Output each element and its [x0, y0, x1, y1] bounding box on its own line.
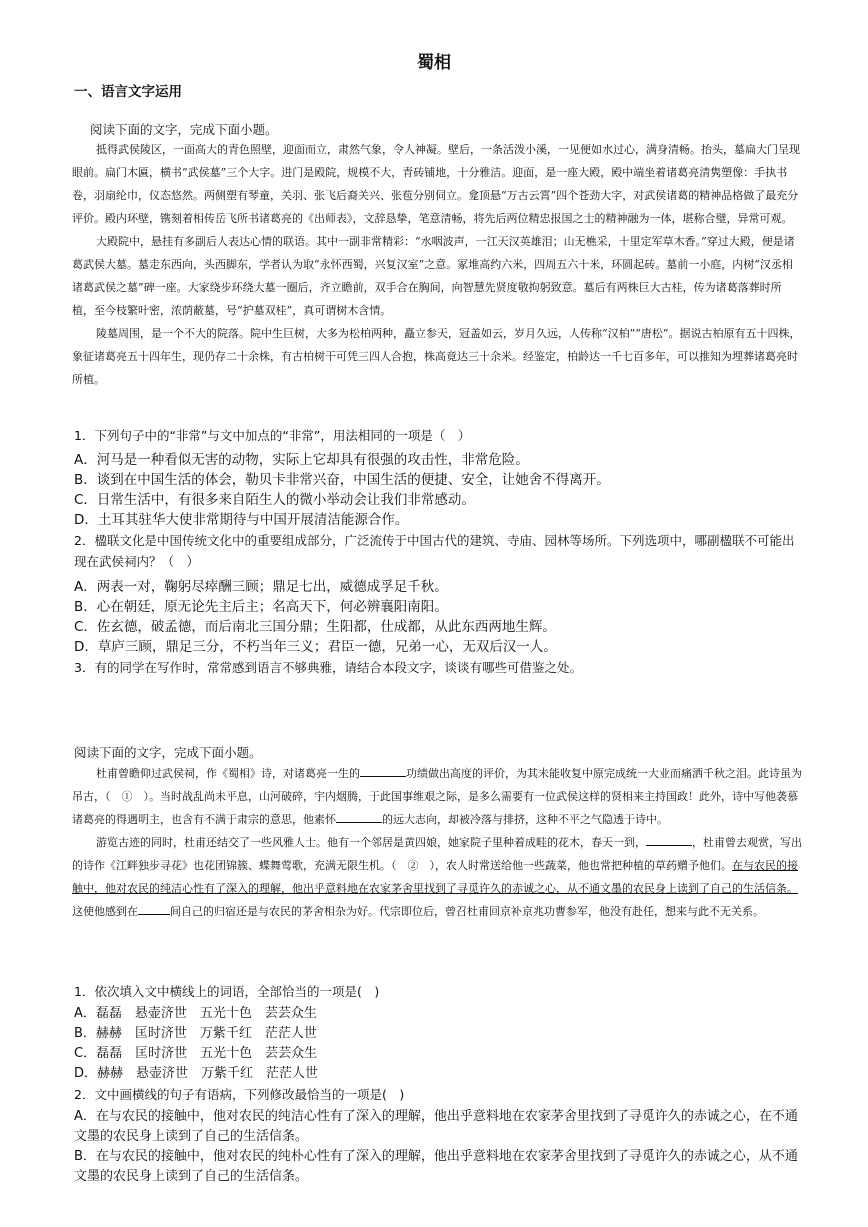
page-title: 蜀相	[417, 53, 451, 73]
passage2-text: 游览古迹的同时，杜甫还结交了一些风雅人士。他有一个邻居是黄四娘，她家院子里种着成畦的花木，春天一到，	[96, 836, 646, 849]
option-b[interactable]: B．在与农民的接触中，他对农民的纯朴心性有了深入的理解，他出乎意料地在农家茅舍里找到了寻觅许久的赤诚之心，从不通文墨的农民身上读到了自己的生活信条。	[74, 1149, 798, 1184]
option-a[interactable]: A．两表一对，鞠躬尽瘁酬三顾；鼎足七出，威德成孚足千秋。	[74, 579, 448, 595]
passage1-intro: 阅读下面的文字，完成下面小题。	[90, 122, 278, 137]
answer-blank[interactable]	[138, 902, 170, 915]
option-c[interactable]: C．佐玄德，破孟德，而后南北三国分鼎；生阳都，仕成都，从此东西两地生辉。	[74, 619, 556, 635]
option-a[interactable]: A．河马是一种看似无害的动物，实际上它却具有很强的攻击性，非常危险。	[74, 452, 529, 468]
question-2-stem: 2．楹联文化是中国传统文化中的重要组成部分，广泛流传于中国古代的建筑、寺庙、园林等场所。下列选项中，哪副楹联不可能出现在武侯祠内？（ ）	[74, 533, 795, 569]
option-b[interactable]: B．赫赫 匡时济世 万紫千红 茫茫人世	[74, 1026, 317, 1041]
underlined-sentence: 在与农民的接触中，他对农民的纯洁心性有了深入的理解，他出乎意料地在农家茅舍里找到了寻觅许久的赤诚之心，从不通文墨的农民身上读到了自己的生活信条。	[72, 859, 798, 895]
option-d[interactable]: D．赫赫 悬壶济世 万紫千红 茫茫人世	[74, 1066, 319, 1081]
option-d[interactable]: D．草庐三顾，鼎足三分，不朽当年三义；君臣一德，兄弟一心，无双后汉一人。	[74, 639, 557, 655]
question-3-stem: 3．有的同学在写作时，常常感到语言不够典雅，请结合本段文字，谈谈有哪些可借鉴之处。	[74, 660, 582, 675]
option-b[interactable]: B．谈到在中国生活的体会，勒贝卡非常兴奋，中国生活的便捷、安全，让她舍不得离开。	[74, 472, 610, 488]
passage2-text: 杜甫曾瞻仰过武侯祠，作《蜀相》诗，对诸葛亮一生的	[96, 767, 360, 780]
passage1-body	[72, 138, 802, 391]
answer-blank[interactable]	[336, 810, 382, 823]
question-5-stem: 2．文中画横线的句子有语病，下列修改最恰当的一项是( )	[74, 1087, 405, 1102]
passage2-text: 功绩做出高度的评价，为其未能收复中原完成统一大业而痛洒千秋之泪。此诗虽为吊古，（ ① ）。当时战乱尚未平息，山河破碎，宇内烟腾，于此国事维艰之际，是多么需要有一位武侯这样的贤相来主持国政！此外，诗中写他袭慕诸葛亮的得遇明主，也含有不满于肃宗的意思，他素怀	[72, 767, 802, 826]
question-5-options	[74, 1107, 804, 1187]
passage2-body	[72, 762, 802, 923]
passage2-text: 这使他感到在	[72, 905, 138, 918]
question-4-options	[74, 1004, 804, 1084]
passage1-paragraph-1: 抵得武侯陵区，一面高大的青色照壁，迎面而立，肃然气象，令人神凝。壁后，一条活泼小溪，一见便如水过心，满身清畅。抬头，墓扁大门呈现眼前。扁门木匾，横书“武侯墓”三个大字。进门是殿院，规模不大，青砖铺地，十分雅洁。迎面，是一座大殿，殿中端坐着诸葛亮清隽塑像：手执书卷，羽扇纶巾，仪态悠然。两侧塑有琴童，关羽、张飞后裔关兴、张苞分别伺立。龛顶悬“万古云霄”四个苍劲大字，对武侯诸葛的精神品格做了最充分评价。殿内环壁，镌刻着相传岳飞所书诸葛亮的《出师表》，文辞恳挚，笔意清畅，将先后两位精忠报国之士的精神融为一体，堪称合璧，异常可观。	[72, 143, 800, 225]
passage2-paragraph-2	[72, 831, 802, 923]
answer-blank[interactable]	[360, 764, 406, 777]
answer-blank[interactable]	[646, 833, 692, 846]
passage2-intro: 阅读下面的文字，完成下面小题。	[74, 745, 262, 760]
question-2-options	[74, 577, 804, 657]
passage2-text: ，杜甫曾去观赏，写出的诗作《江畔独步寻花》也花团锦簇、蝶舞莺歌，充满无限生机。（ ② ），农人时常送给他一些蔬菜，他也常把种植的草药赠予他们。	[72, 836, 802, 872]
option-d[interactable]: D．土耳其驻华大使非常期待与中国开展清洁能源合作。	[74, 512, 409, 528]
passage2-text: 的远大志向，却被冷落与排挤，这种不平之气隐透于诗中。	[382, 813, 668, 826]
question-4-stem: 1．依次填入文中横线上的词语，全部恰当的一项是( )	[74, 984, 380, 999]
option-a[interactable]: A．磊磊 悬壶济世 五光十色 芸芸众生	[74, 1006, 317, 1021]
passage2-paragraph-1	[72, 762, 802, 831]
option-a[interactable]: A．在与农民的接触中，他对农民的纯洁心性有了深入的理解，他出乎意料地在农家茅舍里找到了寻觅许久的赤诚之心，在不通文墨的农民身上读到了自己的生活信条。	[74, 1109, 798, 1144]
question-1-stem: 1．下列句子中的“非常”与文中加点的“非常”，用法相同的一项是（ ）	[74, 428, 471, 443]
passage2-text: 间自己的归宿还是与农民的茅舍相杂为好。代宗即位后，曾召杜甫回京补京兆功曹参军，他没有赴任，想来与此不无关系。	[170, 905, 764, 918]
passage1-paragraph-2: 大殿院中，悬挂有多副后人表达心情的联语。其中一副非常精彩：“水咽波声，一江天汉英雄泪；山无樵采，十里定军草木香。”穿过大殿，便是诸葛武侯大墓。墓走东西向，头西脚东，学者认为取“永怀西蜀，兴复汉室”之意。冢堆高约六米，四周五六十米，环圆起砖。墓前一小庭，内树“汉丞相诸葛武侯之墓”碑一座。大家绕步环绕大墓一圈后，齐立瞻前，双手合在胸间，向智慧先贤度敬拘躬致意。墓后有两株巨大古桂，传为诸葛落葬时所植，至今枝繁叶密，浓荫蔽墓，号“护墓双桂”，真可谓树木含情。	[72, 235, 795, 317]
section-heading: 一、语言文字运用	[74, 84, 182, 100]
passage1-paragraph-3: 陵墓周围，是一个不大的院落。院中生巨树，大多为松柏两种，矗立参天，冠盖如云，岁月久远，人传称“汉柏”“唐松”。据说古柏原有五十四株，象征诸葛亮五十四年生，现仍存二十余株，有古柏树干可凭三四人合抱，株高竟达三十余米。经鉴定，柏龄达一千七百多年，可以推知为埋葬诸葛亮时所植。	[72, 327, 801, 386]
option-c[interactable]: C．磊磊 匡时济世 五光十色 芸芸众生	[74, 1046, 318, 1061]
option-b[interactable]: B．心在朝廷，原无论先主后主；名高天下，何必辨襄阳南阳。	[74, 599, 448, 615]
option-c[interactable]: C．日常生活中，有很多来自陌生人的微小举动会让我们非常感动。	[74, 492, 475, 508]
question-1-options	[74, 450, 804, 530]
